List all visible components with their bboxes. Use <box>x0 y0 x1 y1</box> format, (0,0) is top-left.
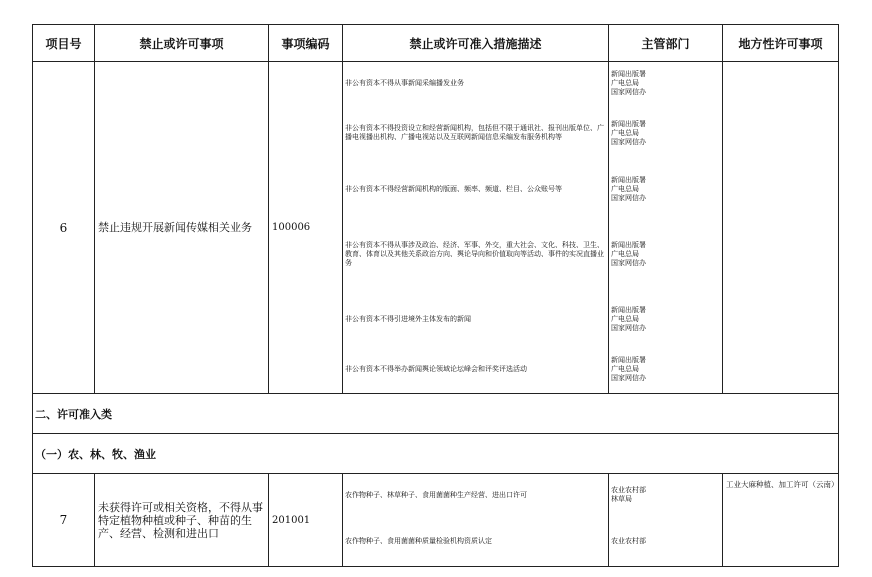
department: 新闻出版署 <box>611 175 646 184</box>
measure-text: 农作物种子、林草种子、食用菌菌种生产经营、进出口许可 <box>345 490 527 499</box>
measure-text: 非公有资本不得从事涉及政治、经济、军事、外交，重大社会、文化、科技、卫生、教育、体育以及其他关系政治方向、舆论导向和价值取向等活动、事件的实况直播业务 <box>345 241 604 267</box>
department-list <box>609 474 723 567</box>
department-group <box>609 104 722 162</box>
measure-text: 非公有资本不得从事新闻采编播发业务 <box>345 78 464 87</box>
department: 新闻出版署 <box>611 119 646 128</box>
subsection-row <box>33 434 839 474</box>
measure-text: 非公有资本不得经营新闻机构的版面、频率、频道、栏目、公众账号等 <box>345 184 562 193</box>
department: 国家网信办 <box>611 259 646 267</box>
department: 新闻出版署 <box>611 69 646 78</box>
department: 广电总局 <box>611 364 639 373</box>
department: 国家网信办 <box>611 87 646 96</box>
department: 广电总局 <box>611 78 639 87</box>
department: 国家网信办 <box>611 373 646 382</box>
section-heading: 二、许可准入类 <box>33 394 839 434</box>
department-group <box>609 216 722 293</box>
department: 新闻出版署 <box>611 241 646 249</box>
local-permit <box>723 62 839 394</box>
header-measure-description: 禁止或许可准入措施描述 <box>343 25 609 62</box>
department: 农业农村部 <box>611 486 646 494</box>
department-group <box>609 62 722 104</box>
row-number: 6 <box>33 62 95 394</box>
department: 广电总局 <box>611 314 639 323</box>
measure-text: 农作物种子、食用菌菌种质量检验机构资质认定 <box>345 536 492 545</box>
regulation-table <box>32 24 839 567</box>
header-department: 主管部门 <box>609 25 723 62</box>
measure-text: 非公有资本不得举办新闻舆论领域论坛峰会和评奖评选活动 <box>345 364 527 373</box>
department: 国家网信办 <box>611 137 646 146</box>
header-item-number: 项目号 <box>33 25 95 62</box>
department-group <box>609 516 722 566</box>
section-row <box>33 394 839 434</box>
measure-text: 非公有资本不得投资设立和经营新闻机构，包括但不限于通讯社、报刊出版单位、广播电视播出机构、广播电视站以及互联网新闻信息采编发布服务机构等 <box>345 124 604 141</box>
local-permit: 工业大麻种植、加工许可（云南） <box>723 474 839 567</box>
department: 国家网信办 <box>611 193 646 202</box>
department-list <box>609 62 723 394</box>
subsection-heading: （一）农、林、牧、渔业 <box>33 434 839 474</box>
table-row <box>33 474 839 567</box>
header-item: 禁止或许可事项 <box>95 25 269 62</box>
department-group <box>609 345 722 393</box>
header-local-permit: 地方性许可事项 <box>723 25 839 62</box>
department: 广电总局 <box>611 250 639 258</box>
department: 广电总局 <box>611 184 639 193</box>
department: 新闻出版署 <box>611 355 646 364</box>
measure-text: 非公有资本不得引进境外主体发布的新闻 <box>345 314 471 323</box>
department-group <box>609 474 722 516</box>
row-item: 未获得许可或相关资格，不得从事特定植物种植或种子、种苗的生产、经营、检测和进出口 <box>95 474 269 567</box>
department: 林草局 <box>611 495 632 503</box>
measure-list <box>343 62 609 394</box>
department-group <box>609 293 722 345</box>
header-item-code: 事项编码 <box>269 25 343 62</box>
row-code: 201001 <box>269 474 343 567</box>
department: 广电总局 <box>611 128 639 137</box>
header-row <box>33 25 839 62</box>
department: 新闻出版署 <box>611 305 646 314</box>
department: 国家网信办 <box>611 323 646 332</box>
department: 农业农村部 <box>611 536 646 545</box>
row-number: 7 <box>33 474 95 567</box>
measure-list <box>343 474 609 567</box>
row-item: 禁止违规开展新闻传媒相关业务 <box>95 62 269 394</box>
table-row <box>33 62 839 394</box>
department-group <box>609 162 722 216</box>
row-code: 100006 <box>269 62 343 394</box>
